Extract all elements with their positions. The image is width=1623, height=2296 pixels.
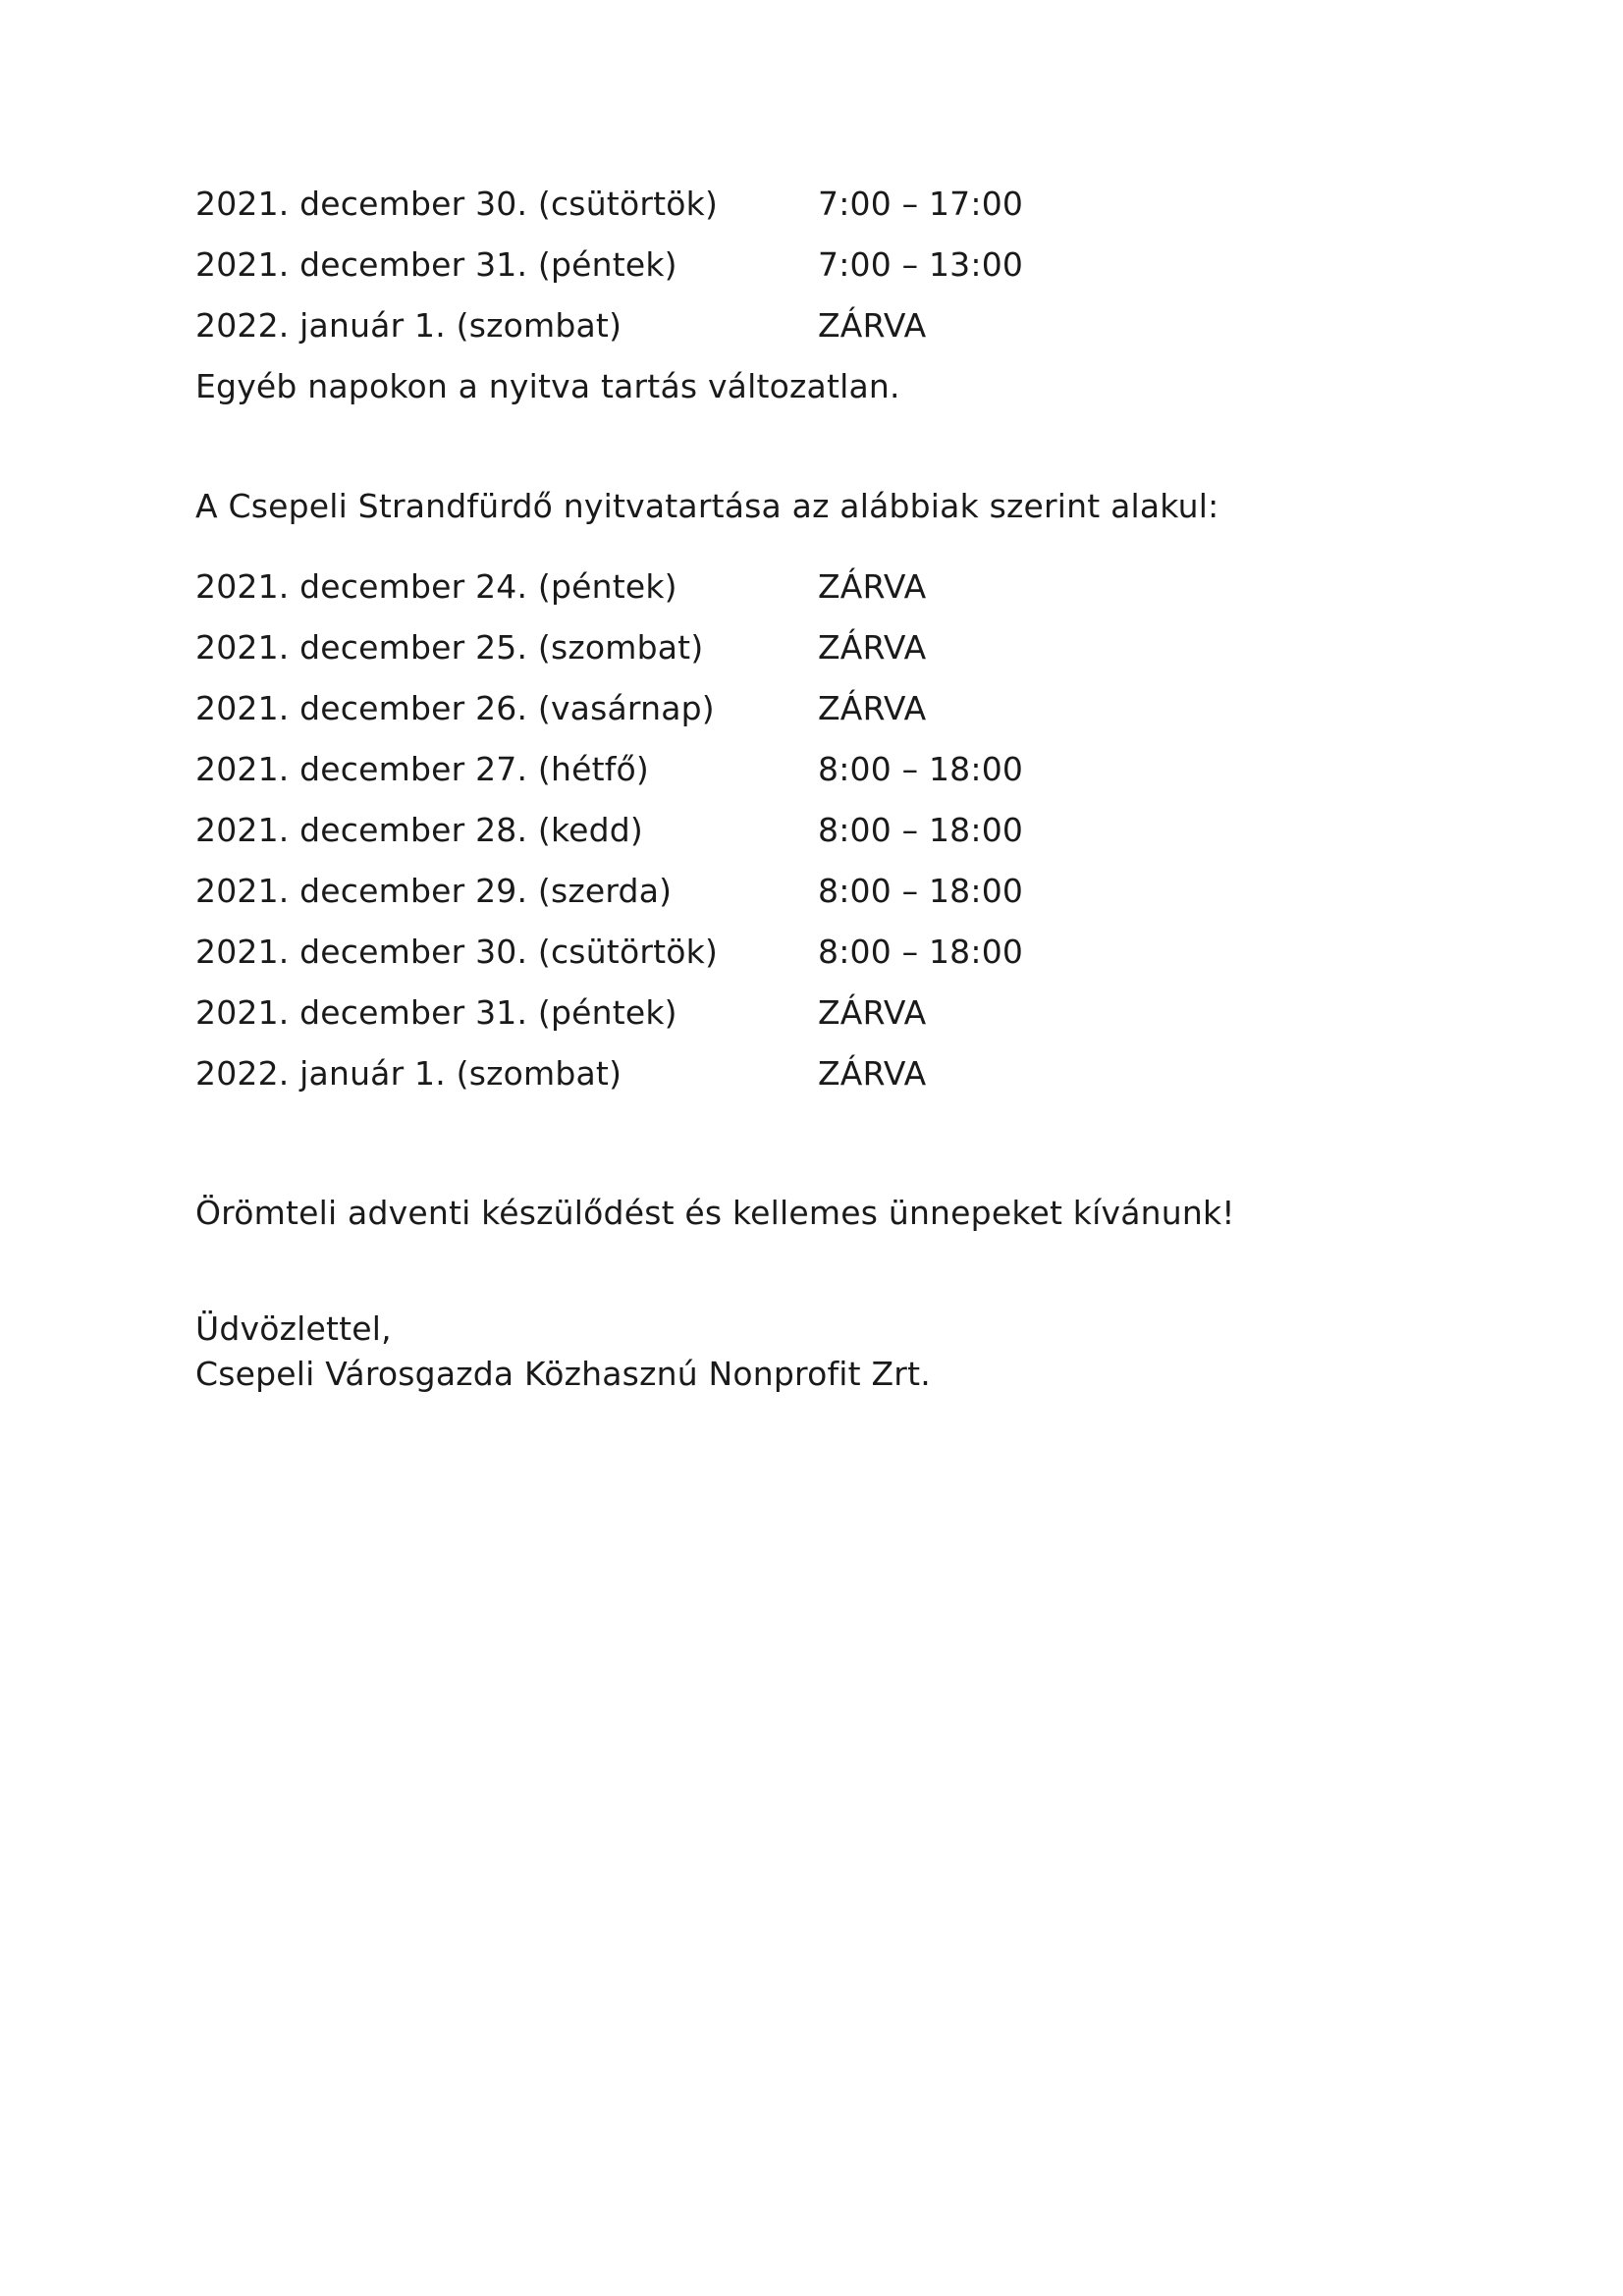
strand-heading: A Csepeli Strandfürdő nyitvatartása az alábbiak szerint alakul: xyxy=(195,486,1219,525)
schedule-row xyxy=(195,677,1433,738)
schedule-hours: 8:00 – 18:00 xyxy=(818,810,1024,849)
schedule-row xyxy=(195,799,1433,860)
unchanged-hours-note: Egyéb napokon a nyitva tartás változatlan. xyxy=(195,366,900,405)
holiday-greeting: Örömteli adventi készülődést és kellemes ünnepeket kívánunk! xyxy=(195,1193,1235,1232)
schedule-row xyxy=(195,616,1433,677)
schedule-hours: ZÁRVA xyxy=(818,566,927,606)
schedule-date: 2021. december 27. (hétfő) xyxy=(195,749,649,788)
schedule-row xyxy=(195,556,1433,616)
schedule-row xyxy=(195,173,1433,234)
schedule-date: 2022. január 1. (szombat) xyxy=(195,305,622,345)
signature-block xyxy=(195,1306,1433,1396)
schedule-hours: ZÁRVA xyxy=(818,627,927,667)
schedule-hours: 8:00 – 18:00 xyxy=(818,871,1024,910)
schedule-date: 2021. december 24. (péntek) xyxy=(195,566,677,606)
schedule-date: 2021. december 30. (csütörtök) xyxy=(195,932,719,971)
schedule-date: 2021. december 30. (csütörtök) xyxy=(195,184,719,223)
schedule-date: 2021. december 31. (péntek) xyxy=(195,244,677,284)
schedule-row xyxy=(195,234,1433,294)
schedule-date: 2021. december 28. (kedd) xyxy=(195,810,643,849)
signature-closing: Üdvözlettel, xyxy=(195,1308,392,1348)
schedule-row xyxy=(195,921,1433,982)
schedule-date: 2022. január 1. (szombat) xyxy=(195,1053,622,1093)
schedule-date: 2021. december 25. (szombat) xyxy=(195,627,704,667)
schedule-date: 2021. december 31. (péntek) xyxy=(195,992,677,1032)
document-body xyxy=(195,173,1433,1396)
schedule-row xyxy=(195,738,1433,799)
schedule-row xyxy=(195,982,1433,1042)
schedule-hours: 7:00 – 13:00 xyxy=(818,244,1024,284)
schedule-hours: 8:00 – 18:00 xyxy=(818,932,1024,971)
schedule-top xyxy=(195,173,1433,355)
schedule-hours: 7:00 – 17:00 xyxy=(818,184,1024,223)
schedule-row xyxy=(195,294,1433,355)
schedule-hours: ZÁRVA xyxy=(818,688,927,727)
schedule-hours: ZÁRVA xyxy=(818,305,927,345)
signature-organization: Csepeli Városgazda Közhasznú Nonprofit Zrt. xyxy=(195,1354,931,1393)
schedule-hours: 8:00 – 18:00 xyxy=(818,749,1024,788)
schedule-date: 2021. december 26. (vasárnap) xyxy=(195,688,715,727)
schedule-date: 2021. december 29. (szerda) xyxy=(195,871,673,910)
schedule-hours: ZÁRVA xyxy=(818,992,927,1032)
schedule-row xyxy=(195,1042,1433,1103)
schedule-strand xyxy=(195,556,1433,1103)
schedule-row xyxy=(195,860,1433,921)
schedule-hours: ZÁRVA xyxy=(818,1053,927,1093)
